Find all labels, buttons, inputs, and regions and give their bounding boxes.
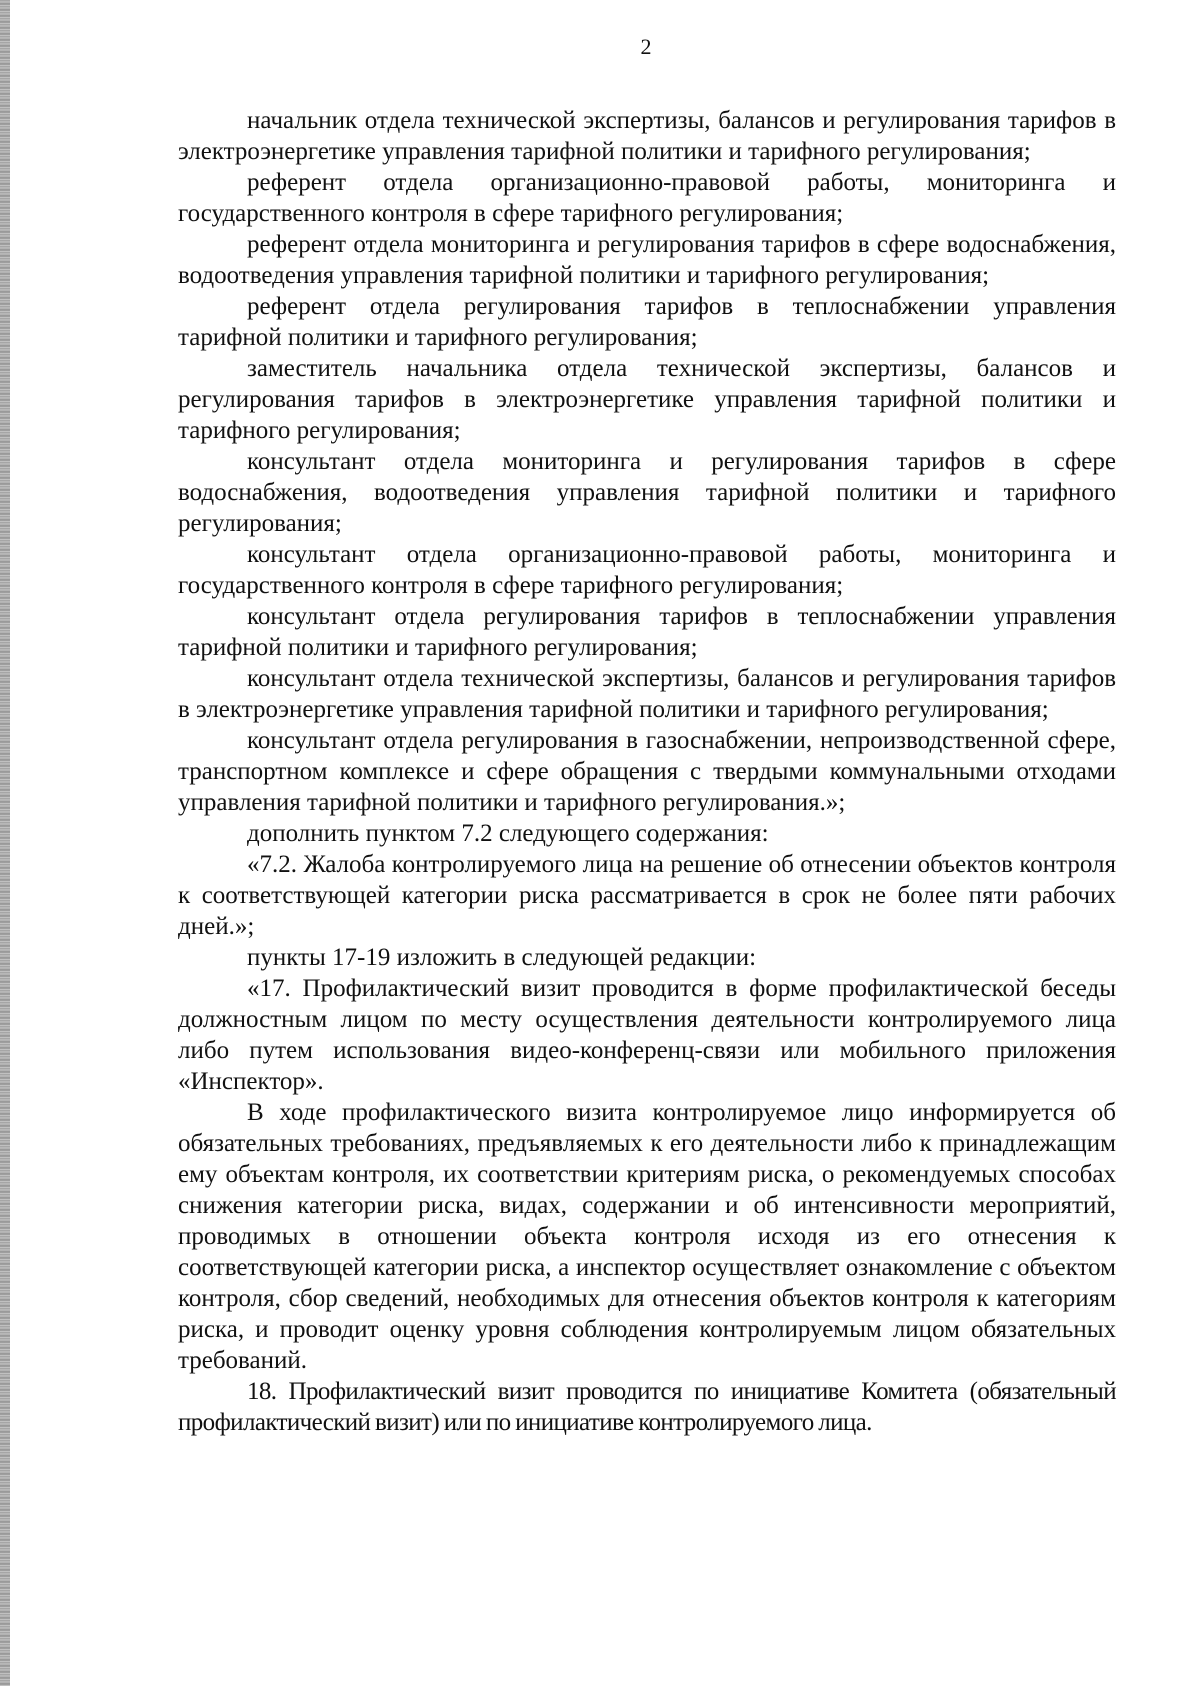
paragraph: консультант отдела регулирования тарифов в теплоснабжении управления тарифной политики и тарифного регулирования; (178, 603, 1116, 661)
paragraph: референт отдела регулирования тарифов в теплоснабжении управления тарифной политики и тарифного регулирования; (178, 293, 1116, 351)
paragraph: консультант отдела организационно-правовой работы, мониторинга и государственного контроля в сфере тарифного регулирования; (178, 541, 1116, 599)
paragraph: «7.2. Жалоба контролируемого лица на решение об отнесении объектов контроля к соответствующей категории риска рассматривается в срок не более пяти рабочих дней.»; (178, 851, 1116, 940)
paragraph: пункты 17-19 изложить в следующей редакции: (247, 944, 757, 971)
paragraph: В ходе профилактического визита контролируемое лицо информируется об обязательных требованиях, предъявляемых к его деятельности либо к принадлежащим ему объектам контроля, их соответствии критериям риска, о рекомендуемых способах снижения категории риска, видах, содержании и об интенсивности мероприятий, проводимых в отношении объекта контроля исходя из его отнесения к соответствующей категории риска, а инспектор осуществляет ознакомление с объектом контроля, сбор сведений, необходимых для отнесения объектов контроля к категориям риска, и проводит оценку уровня соблюдения контролируемым лицом обязательных требований. (178, 1099, 1116, 1374)
paragraph: заместитель начальника отдела технической экспертизы, балансов и регулирования тарифов в электроэнергетике управления тарифной политики и тарифного регулирования; (178, 355, 1116, 444)
paragraph: референт отдела мониторинга и регулирования тарифов в сфере водоснабжения, водоотведения управления тарифной политики и тарифного регулирования; (178, 231, 1116, 289)
page-number: 2 (640, 34, 652, 59)
document-body (178, 105, 1116, 1438)
paragraph: начальник отдела технической экспертизы, балансов и регулирования тарифов в электроэнергетике управления тарифной политики и тарифного регулирования; (178, 107, 1116, 165)
paragraph: «17. Профилактический визит проводится в форме профилактической беседы должностным лицом по месту осуществления деятельности контролируемого лица либо путем использования видео-конференц-связи или мобильного приложения «Инспектор». (178, 975, 1116, 1095)
paragraph: консультант отдела технической экспертизы, балансов и регулирования тарифов в электроэнергетике управления тарифной политики и тарифного регулирования; (178, 665, 1116, 723)
paragraph: 18. Профилактический визит проводится по инициативе Комитета (обязательный профилактический визит) или по инициативе контролируемого лица. (178, 1378, 1116, 1436)
paragraph: консультант отдела регулирования в газоснабжении, непроизводственной сфере, транспортном комплексе и сфере обращения с твердыми коммунальными отходами управления тарифной политики и тарифного регулирования.»; (178, 727, 1116, 816)
paragraph: дополнить пунктом 7.2 следующего содержания: (247, 820, 769, 847)
scan-edge (0, 0, 10, 1686)
paragraph: референт отдела организационно-правовой работы, мониторинга и государственного контроля в сфере тарифного регулирования; (178, 169, 1116, 227)
paragraph: консультант отдела мониторинга и регулирования тарифов в сфере водоснабжения, водоотведения управления тарифной политики и тарифного регулирования; (178, 448, 1116, 537)
